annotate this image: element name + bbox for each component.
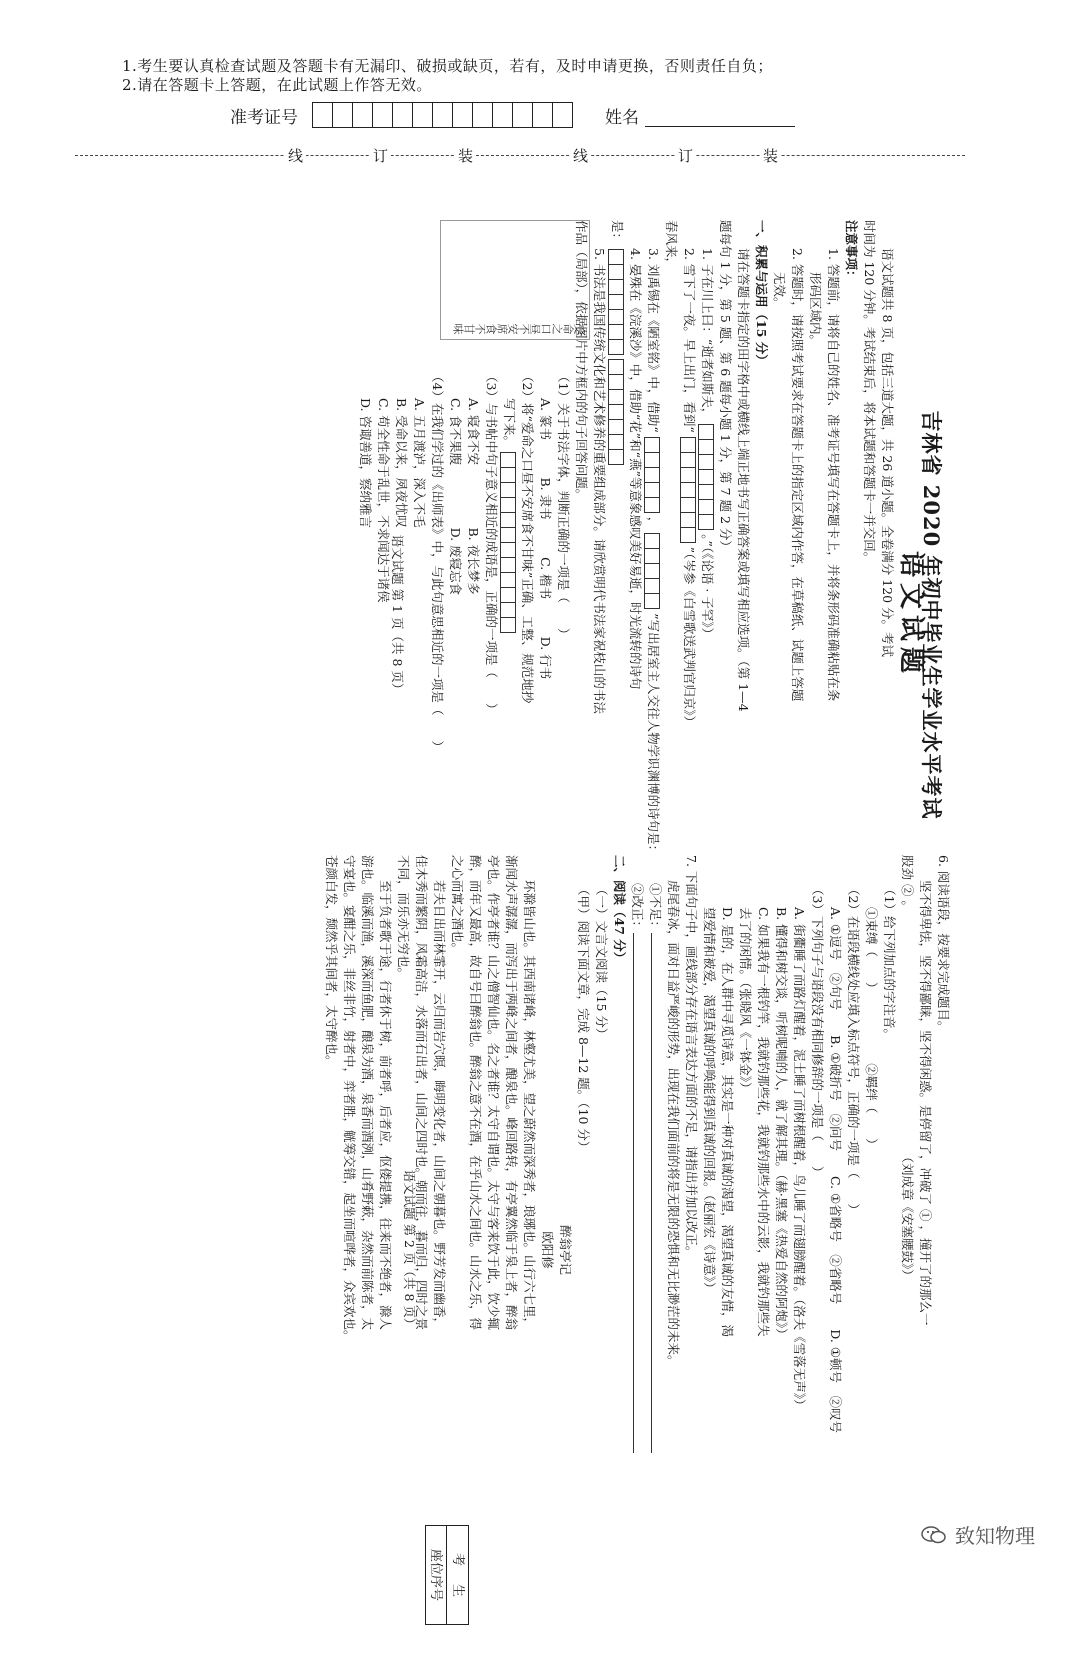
name-field[interactable] [645, 104, 795, 127]
section-description: 请在答题卡指定的田字格中或横线上端正地书写正确答案或填写相应选项。（第 1—4 [736, 248, 751, 712]
question-5-4: （4）在我们学过的《出师表》中，与此句意思相近的一项是（ ） [430, 370, 445, 753]
page-footer: 语文试题 第 1 页（共 8 页） [390, 534, 405, 696]
cut-word: 装 [455, 145, 476, 166]
essay-text: 环滁皆山也。其西南诸峰，林壑尤美，望之蔚然而深秀者，琅琊也。山行六七里， [522, 855, 537, 1331]
subsection-heading: （一）文言文阅读（15 分） [594, 883, 609, 1041]
answer-grid[interactable] [609, 249, 625, 355]
passage-text: 股劲 ② 。 （刘成章《安塞腰鼓》） [900, 855, 915, 1282]
answer-option[interactable]: B. 懂得和树交谈，听树呢喃的人，就了解其理。（赫·黑塞《热爱自然的阿炮》） [774, 907, 789, 1341]
essay-text: 至于负者歌于途，行者休于树，前者呼，后者应，伛偻提携，往来而不绝者，滁人 [378, 855, 393, 1331]
notes-label: 注意事项： [844, 220, 859, 283]
answer-option: 望爱情和被爱，渴望真诚的呼唤能得到真诚的回报。（赵丽宏《诗意》） [702, 907, 717, 1295]
question-text: ②改正： [630, 883, 645, 934]
essay-text: 不同，而乐亦无穷也。 [396, 855, 411, 981]
intro-text: 时间为 120 分钟。考试结束后，将本试题和答题卡一并交回。 [862, 220, 877, 565]
essay-text: 守宴也。宴酣之乐，非丝非竹，射者中，弈者胜，觥筹交错，起坐而喧哗者，众宾欢也。 [342, 855, 357, 1343]
cut-word: 订 [675, 145, 696, 166]
essay-text: 苍颜白发，颓然乎其间者，太守醉也。 [324, 855, 339, 1068]
question-6-1: （1）给下列加点的字注音。 [882, 883, 897, 1041]
essay-text: 之心而寓之酒也。 [450, 855, 465, 956]
cut-word: 订 [370, 145, 391, 166]
answer-option[interactable]: B. 受命以来，夙夜忧叹 [394, 398, 409, 528]
exam-notice [122, 57, 773, 95]
calligraphy-image [440, 220, 590, 340]
id-box[interactable] [493, 103, 513, 127]
passage-text: 坚不得卑怯，坚不得鄙睐，坚不得闲惑。是停留了，冲破了 ① ，撞开了的那么一 [918, 855, 933, 1326]
id-box[interactable] [553, 103, 572, 127]
seat-label: 考生 [446, 1526, 468, 1624]
name-label: 姓名 [605, 107, 639, 128]
note-text: 2. 答题时，请按照考试要求在答题卡上的指定区域内作答，在草稿纸、试题上答题 [790, 248, 805, 702]
answer-option[interactable]: D. 咨诹善道，察纳雅言 [358, 398, 373, 529]
notice-line-2: 2.请在答题卡上答题，在此试题上作答无效。 [122, 76, 432, 94]
section-heading: 一、积累与运用（15 分） [754, 220, 769, 367]
id-box[interactable] [433, 103, 453, 127]
answer-line[interactable] [651, 933, 652, 1453]
question-6: 6. 阅读语段，按要求完成题目。 [936, 855, 951, 1034]
essay-text: 亭也。作亭者谁？山之僧智仙也。名之者谁？太守自谓也。太守与客来饮于此，饮少辄 [486, 855, 501, 1331]
candidate-info-row [230, 100, 795, 130]
section-heading: 二、阅读（47 分） [612, 855, 627, 965]
essay-text: 渐闻水声潺潺，而泻出于两峰之间者，酿泉也。峰回路转，有亭翼然临于泉上者，醉翁 [504, 855, 519, 1331]
answer-grid[interactable] [681, 437, 697, 543]
question-text: ”（岑参《白雪歌送武判官归京》） [682, 546, 697, 729]
subsection-heading: （甲）阅读下面文章，完成 8—12 题。（10 分） [576, 883, 591, 1154]
watermark-text: 致知物理 [955, 1524, 1035, 1548]
question-text: ， [646, 516, 661, 530]
intro-text: 语文试题共 8 页，包括三道大题，共 26 道小题。全卷满分 120 分。考试 [880, 248, 895, 658]
question-text: ”写出居室主人交往人物学识渊博的诗句是： [646, 613, 661, 858]
question-text: 2. 雪下了一夜。早上出门，看到“ [682, 248, 697, 433]
section-description: 题每句 1 分，第 5 题、第 6 题每小题 1 分，第 7 题 2 分） [718, 220, 733, 553]
question-6-2: （2）在语段横线处应填入标点符号，正确的一项是（ ） [846, 883, 861, 1216]
exam-id-label: 准考证号 [230, 107, 298, 128]
answer-options[interactable]: A. 篆书 B. 隶书 C. 楷书 D. 行书 [538, 398, 553, 680]
answer-grid[interactable] [645, 533, 661, 609]
exam-title: 吉林省 2020 年初中毕业生学业水平考试 [919, 410, 944, 820]
question-text: 是： [610, 220, 625, 246]
cut-word: 线 [285, 145, 306, 166]
id-box[interactable] [513, 103, 533, 127]
id-box[interactable] [473, 103, 493, 127]
note-text: 无效。 [772, 272, 787, 310]
question-6-3: （3）下列句子与语段没有相同修辞的一项是（ ） [810, 883, 825, 1179]
essay-text: 醉，而年又最高，故自号曰醉翁也。醉翁之意不在酒，在乎山水之间也。山水之乐，得 [468, 855, 483, 1331]
answer-grid[interactable] [699, 424, 715, 530]
question-text: ①不足： [648, 883, 663, 934]
id-box[interactable] [313, 103, 333, 127]
exam-page-2 [324, 835, 962, 1665]
exam-subtitle: 语文试题 [896, 550, 926, 679]
id-box[interactable] [393, 103, 413, 127]
id-box[interactable] [373, 103, 393, 127]
answer-option[interactable]: C. 苟全性命于乱世，不求闻达于诸侯 [376, 398, 391, 603]
cut-word: 线 [570, 145, 591, 166]
passage-text: 虎尾春冰，面对日益严峻的形势，出现在我们面前的将是无限的恐惧和无比渺茫的未来。 [666, 855, 681, 1368]
answer-option[interactable]: A. 五月渡泸，深入不毛 [412, 398, 427, 528]
note-text: 形码区域内。 [808, 272, 823, 348]
answer-grid[interactable] [645, 437, 661, 513]
wechat-icon [921, 1525, 947, 1545]
answer-option[interactable]: D. 是的，在人群中寻觅诗意，其实是一种对真诚的渴望，渴望真诚的友情，渴 [720, 907, 735, 1338]
essay-title: 醉翁亭记 [558, 1224, 573, 1275]
answer-options[interactable]: A. ①逗号 ②句号 B. ①破折号 ②问号 C. ①省略号 ②省略号 D. ①顿号 ②叹号 [828, 907, 843, 1434]
id-box[interactable] [413, 103, 433, 127]
answer-option: 去了的闲情。（张晓风《一钵金》） [738, 907, 753, 1095]
question-5-2: （2）将“爱命之口昼不安席食不甘味”正确、工整、规范地抄 [520, 370, 535, 704]
question-text: 1. 子在川上曰：“逝者如斯夫， [700, 248, 715, 421]
answer-option[interactable]: A. 街衢睡了而路灯醒着，泥土睡了而树根醒着，鸟儿睡了而翅膀醒着。（洛夫《雪落无声》） [792, 907, 807, 1412]
essay-text: 若夫日出而林霏开，云归而岩穴暝，晦明变化者，山间之朝暮也。野芳发而幽香， [432, 855, 447, 1331]
cut-word: 装 [760, 145, 781, 166]
essay-text: 游也。临溪而渔，溪深而鱼肥，酿泉为酒，泉香而酒洌，山肴野蔌，杂然而前陈者，太 [360, 855, 375, 1331]
note-text: 1. 答题前，请将自己的姓名、准考证号填写在答题卡上，并将条形码准确粘贴在条 [826, 248, 841, 702]
question-5-1: （1）关于书法字体，判断正确的一项是（ ） [556, 370, 571, 641]
question-5: 5. 书法是我国传统文化和艺术修养的重要组成部分。请欣赏明代书法家祝枝山的书法 [592, 248, 607, 714]
answer-line[interactable] [633, 933, 634, 1453]
answer-grid[interactable] [609, 359, 625, 465]
seat-value: 座位序号 [428, 1548, 443, 1601]
answer-grid[interactable] [501, 452, 517, 633]
watermark [921, 1520, 1035, 1549]
question-4: 4. 晏殊在《浣溪沙》中，借助“花”和“燕”等意象感叹美好易逝，时光流转的诗句 [628, 248, 643, 690]
page-footer: 语文试题 第 2 页（共 8 页） [402, 1169, 417, 1331]
answer-options[interactable]: ①束缚（ ） ②羁绊（ ） [864, 907, 879, 1151]
question-text: 3. 刘禹锡在《陋室铭》中，借助“ [646, 248, 661, 433]
answer-option[interactable]: C. 如果我有一根钓竿，我就钓那些花，我就钓那些水中的云影，我就钓那些失 [756, 907, 771, 1337]
notice-line-1: 1.考生要认真检查试题及答题卡有无漏印、破损或缺页，若有，及时申请更换，否则责任自负； [122, 57, 773, 75]
answer-options[interactable]: A. 寝食不安 B. 夜长梦多 [466, 398, 481, 595]
essay-text: 佳木秀而繁阴，风霜高洁，水落而石出者，山间之四时也。朝而往，暮而归，四时之景 [414, 855, 429, 1331]
question-text: 。”（《论语 · 子罕》） [700, 534, 715, 641]
id-box[interactable] [353, 103, 373, 127]
id-box[interactable] [533, 103, 553, 127]
question-text: 春风来， [664, 220, 679, 271]
question-text: 写下来。 [502, 398, 517, 449]
id-box[interactable] [333, 103, 353, 127]
seat-number-box[interactable] [425, 1525, 469, 1625]
question-5-3: （3）与书帖中句子意义相近的成语是，正确的一项是（ ） [484, 370, 499, 716]
question-text: 作品（局部），依据图片中方框内的句子回答问题。 [574, 220, 589, 502]
question-7: 7. 下面句子中，画线部分存在语言表达方面的不足，请指出并加以改正。 [684, 855, 699, 1259]
binding-cut-line [75, 155, 965, 156]
question-7-2 [628, 855, 646, 1645]
question-7-1 [646, 855, 664, 1645]
exam-id-boxes[interactable] [312, 102, 573, 128]
calligraphy-text: 受命之口昼不安席食不甘味 [453, 322, 585, 335]
essay-author: 欧阳修 [540, 1231, 555, 1269]
answer-options[interactable]: C. 食不果腹 D. 废寝忘食 [448, 398, 463, 596]
id-box[interactable] [453, 103, 473, 127]
